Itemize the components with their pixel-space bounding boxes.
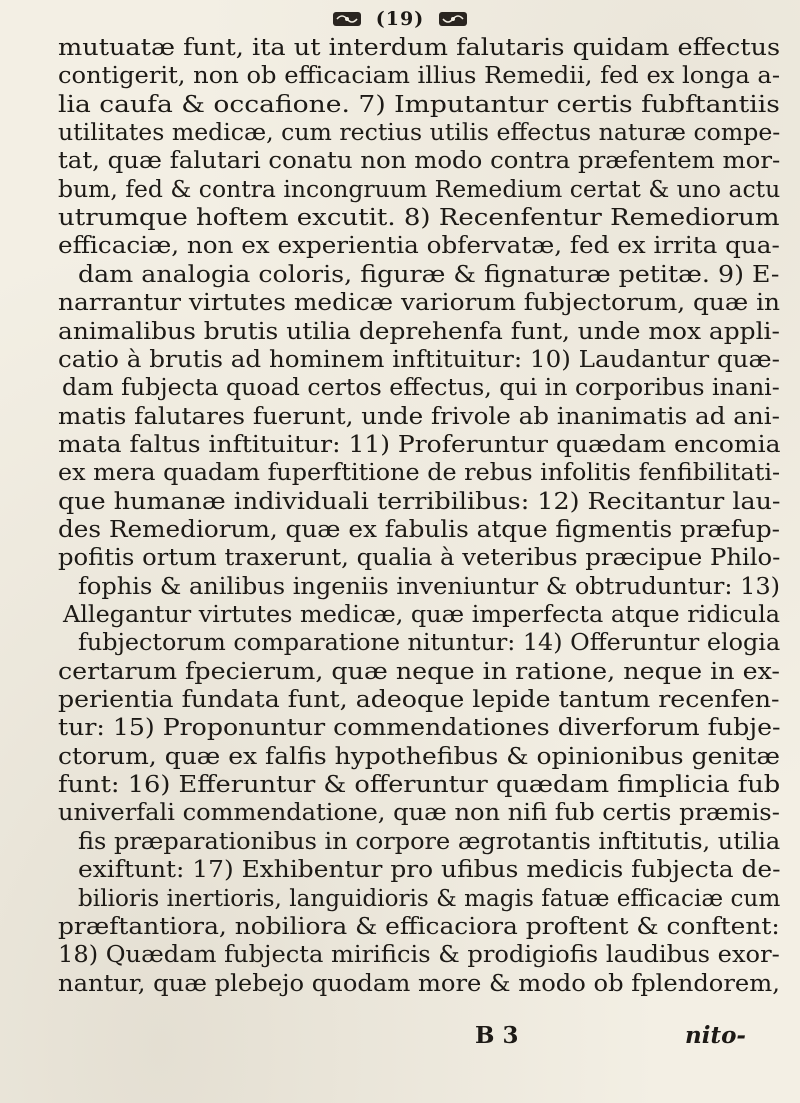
left-ornament-icon [332, 10, 362, 28]
text-line: præftantiora, nobiliora & efficaciora proftent & conftent: [58, 912, 780, 940]
text-line: fis præparationibus in corpore ægrotantis inftitutis, utilia [78, 827, 781, 855]
text-line: mutuatæ funt, ita ut interdum falutaris quidam effectus [58, 34, 781, 61]
text-line: matis falutares fuerunt, unde frivole ab inanimatis ad ani- [58, 402, 780, 430]
text-line: contigerit, non ob efficaciam illius Remedii, fed ex longa a- [58, 62, 780, 90]
text-line: funt: 16) Efferuntur & offeruntur quædam fimplicia fub [58, 771, 781, 799]
text-line: catio à brutis ad hominem inftituitur: 10) Laudantur quæ- [58, 345, 780, 373]
text-line: dam analogia coloris, figuræ & fignaturæ petitæ. 9) E- [78, 260, 780, 288]
text-line: fubjectorum comparatione nituntur: 14) Offeruntur elogia [78, 629, 781, 657]
text-line: tat, quæ falutari conatu non modo contra præfentem mor- [58, 147, 781, 175]
text-line: pofitis ortum traxerunt, qualia à veteribus præcipue Philo- [58, 544, 781, 572]
text-line: que humanæ individuali terribilibus: 12) Recitantur lau- [58, 487, 781, 515]
text-line: mata faltus inftituitur: 11) Proferuntur quædam encomia [58, 430, 781, 458]
text-line: animalibus brutis utilia deprehenfa funt, unde mox appli- [58, 317, 780, 345]
text-line: des Remediorum, quæ ex fabulis atque figmentis præfup- [58, 515, 780, 543]
text-line: perientia fundata funt, adeoque lepide tantum recenfen- [58, 686, 780, 714]
text-line: tur: 15) Proponuntur commendationes diverforum fubje- [58, 714, 781, 742]
signature-mark: B 3 [475, 1022, 519, 1049]
text-line: ctorum, quæ ex falfis hypothefibus & opinionibus genitæ [58, 742, 780, 770]
text-line: bum, fed & contra incongruum Remedium certat & uno actu [58, 175, 781, 203]
catchword: nito- [685, 1022, 746, 1049]
text-line: exiftunt: 17) Exhibentur pro ufibus medicis fubjecta de- [78, 856, 781, 884]
text-line: narrantur virtutes medicæ variorum fubjectorum, quæ in [58, 289, 781, 317]
text-line: lia caufa & occafione. 7) Imputantur certis fubftantiis [58, 90, 780, 118]
text-line: dam fubjecta quoad certos effectus, qui in corporibus inani- [62, 374, 780, 402]
text-line: utilitates medicæ, cum rectius utilis effectus naturæ compe- [58, 119, 781, 147]
text-line: nantur, quæ plebejo quodam more & modo ob fplendorem, [58, 969, 780, 997]
text-line: certarum fpecierum, quæ neque in ratione, neque in ex- [58, 657, 780, 685]
text-line: univerfali commendatione, quæ non nifi fub certis præmis- [58, 799, 780, 827]
page-footer [0, 1022, 800, 1050]
text-line: 18) Quædam fubjecta mirificis & prodigiofis laudibus exor- [58, 941, 780, 969]
text-line: bilioris inertioris, languidioris & magis fatuæ efficaciæ cum [78, 884, 781, 912]
right-ornament-icon [438, 10, 468, 28]
text-line: ex mera quadam fuperftitione de rebus infolitis fenfibilitati- [58, 459, 781, 487]
text-line: Allegantur virtutes medicæ, quæ imperfecta atque ridicula [63, 601, 780, 628]
text-line: utrumque hoftem excutit. 8) Recenfentur Remediorum [58, 204, 780, 232]
text-line: efficaciæ, non ex experientia obfervatæ, fed ex irrita qua- [58, 232, 780, 260]
text-line: fophis & anilibus ingeniis inveniuntur & obtruduntur: 13) [78, 572, 781, 600]
page-header [0, 4, 800, 34]
page-number: (19) [375, 8, 425, 30]
